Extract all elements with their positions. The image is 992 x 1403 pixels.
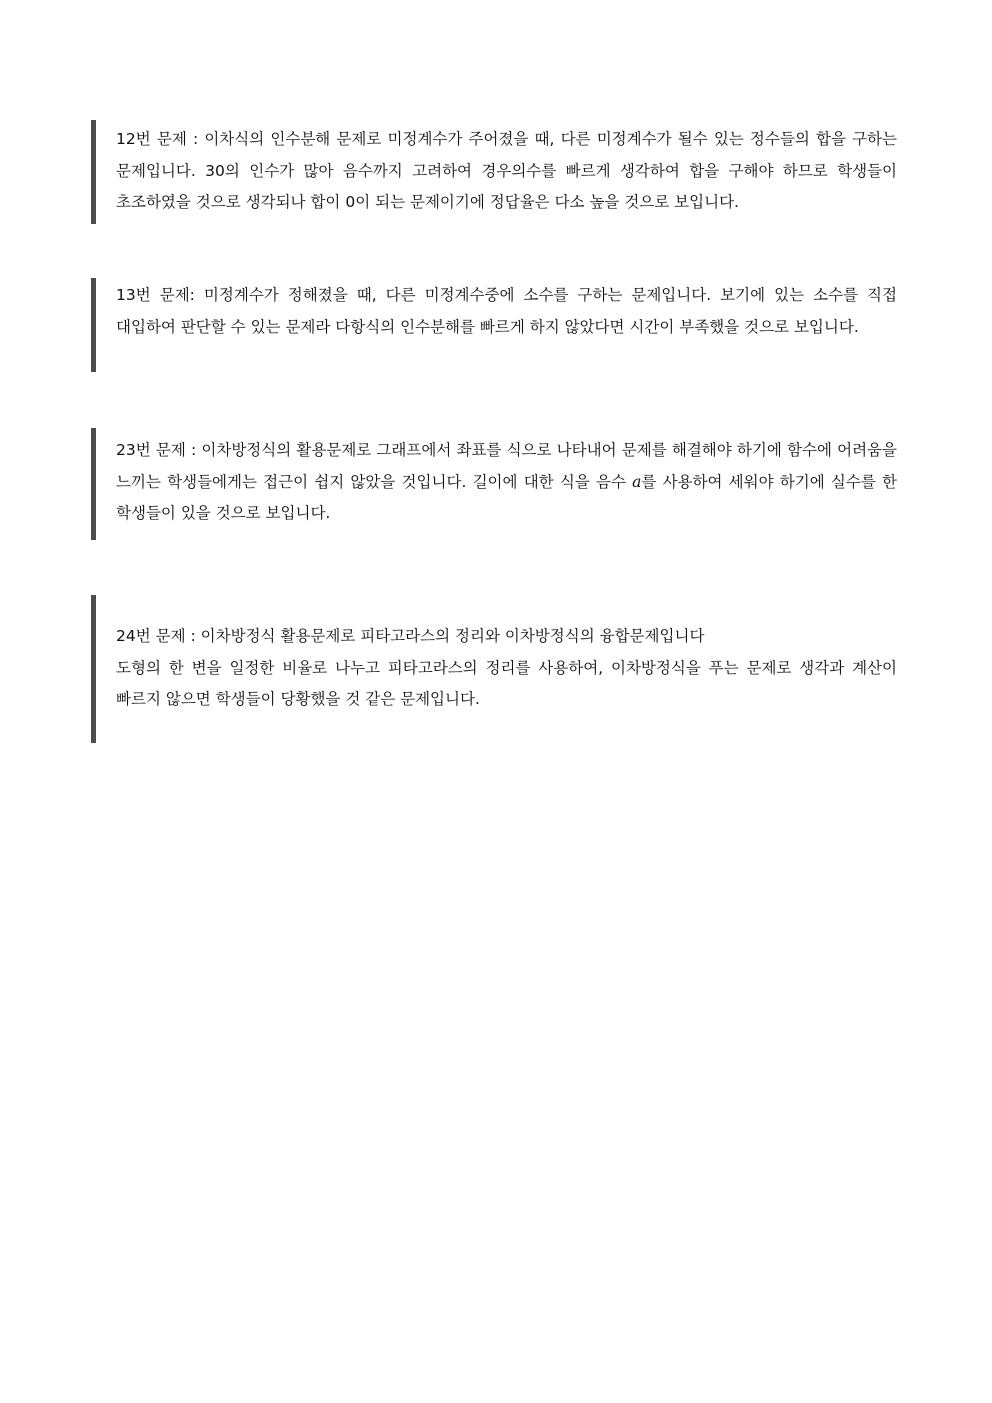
comment-text-q23 [116,435,897,530]
comment-text-q24-line1: 24번 문제 : 이차방정식 활용문제로 피타고라스의 정리와 이차방정식의 융합문제입니다 [116,627,705,645]
comment-block-q12 [91,120,897,224]
comment-text-q23-part1: 23번 문제 : 이차방정식의 활용문제로 그래프에서 좌표를 식으로 나타내어 문제를 해결해야 하기에 함수에 어려움을 느끼는 학생들에게는 접근이 쉽지 않았을 것입니다. 길이에 대한 식을 음수 [116,441,897,491]
comment-block-q23 [91,428,897,540]
comment-text-q13: 13번 문제: 미정계수가 정해졌을 때, 다른 미정계수중에 소수를 구하는 문제입니다. 보기에 있는 소수를 직접 대입하여 판단할 수 있는 문제라 다항식의 인수분해를 빠르게 하지 않았다면 시간이 부족했을 것으로 보입니다. [116,286,897,336]
math-variable-a: a [632,472,642,491]
comment-block-q24 [91,595,897,743]
comment-text-q24-line2: 도형의 한 변을 일정한 비율로 나누고 피타고라스의 정리를 사용하여, 이차방정식을 푸는 문제로 생각과 계산이 빠르지 않으면 학생들이 당황했을 것 같은 문제입니다. [116,658,897,708]
comment-block-q13 [91,278,897,372]
comment-text-q12: 12번 문제 : 이차식의 인수분해 문제로 미정계수가 주어졌을 때, 다른 미정계수가 될수 있는 정수들의 합을 구하는 문제입니다. 30의 인수가 많아 음수까지 고려하여 경우의수를 빠르게 생각하여 합을 구해야 하므로 학생들이 초조하였을 것으로 생각되나 합이 0이 되는 문제이기에 정답율은 다소 높을 것으로 보입니다. [116,130,897,211]
comment-text-q23-part2: 를 사용하여 세워야 하기에 실수를 한 학생들이 있을 것으로 보입니다. [116,472,897,522]
